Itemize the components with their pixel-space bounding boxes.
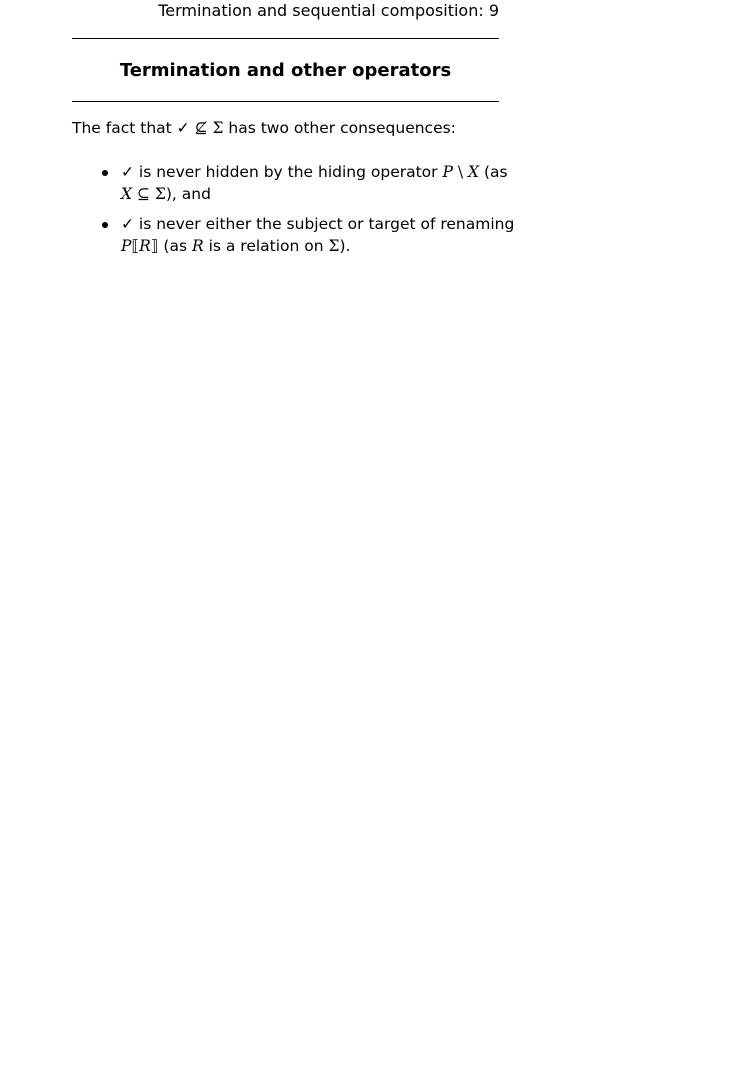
tick-symbol: ✓ <box>121 215 134 233</box>
bullet-line <box>121 183 500 205</box>
tick-symbol: ✓ <box>121 163 134 181</box>
sigma-symbol: Σ <box>212 119 224 137</box>
sigma-symbol: Σ <box>328 237 340 255</box>
bullet-text: (as <box>479 163 508 181</box>
top-rule <box>72 38 499 39</box>
bullet-line <box>121 235 500 257</box>
hiding-symbol: \ <box>452 163 468 181</box>
math-R: R <box>139 237 151 255</box>
consequence-list <box>100 161 515 265</box>
not-subset-symbol: ⊈ <box>189 119 213 137</box>
bullet-line <box>121 161 508 183</box>
math-P: P <box>121 237 132 255</box>
bullet-icon <box>102 222 108 228</box>
math-R: R <box>191 237 204 255</box>
right-bracket-symbol: ⟧ <box>150 237 159 255</box>
math-P: P <box>442 163 453 181</box>
bullet-text: ), and <box>165 185 211 203</box>
math-X: X <box>121 185 133 203</box>
bullet-text: (as <box>158 237 192 255</box>
running-head: Termination and sequential composition: 9 <box>158 1 499 20</box>
math-X: X <box>467 163 480 181</box>
bullet-icon <box>102 170 108 176</box>
bottom-rule <box>72 101 499 102</box>
list-item <box>100 161 508 205</box>
subseteq-symbol: ⊆ <box>132 185 155 203</box>
left-bracket-symbol: ⟦ <box>131 237 140 255</box>
section-title: Termination and other operators <box>119 60 452 81</box>
intro-paragraph <box>72 119 456 137</box>
sigma-symbol: Σ <box>154 185 166 203</box>
bullet-text: is never either the subject or target of renaming <box>134 215 515 233</box>
intro-text-before: The fact that <box>72 119 177 137</box>
intro-text-after: has two other consequences: <box>223 119 456 137</box>
list-item <box>100 213 515 257</box>
bullet-text: ). <box>339 237 351 255</box>
tick-symbol: ✓ <box>176 119 190 137</box>
bullet-text: is a relation on <box>203 237 329 255</box>
bullet-text: is never hidden by the hiding operator <box>134 163 443 181</box>
bullet-line <box>121 213 515 235</box>
